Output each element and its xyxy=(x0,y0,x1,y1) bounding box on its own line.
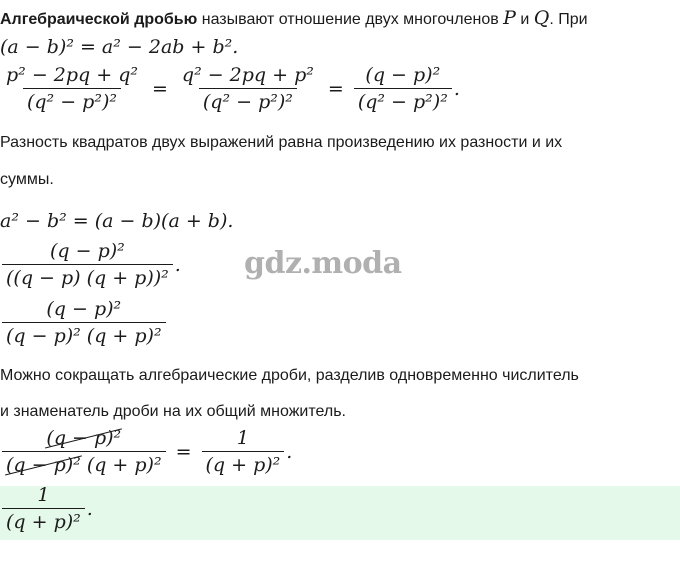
struck-factor: (q − p)² xyxy=(46,427,122,449)
fraction xyxy=(354,64,452,113)
numerator: 1 xyxy=(236,427,249,449)
var-p: P xyxy=(503,7,516,29)
equals-sign: = xyxy=(327,77,344,100)
denominator: ((q − p) (q + p))² xyxy=(2,264,173,289)
step2-equation xyxy=(0,240,181,289)
fraction xyxy=(2,240,173,289)
answer-highlight xyxy=(0,486,680,540)
fraction xyxy=(2,484,85,533)
fraction xyxy=(178,64,318,113)
numerator: (q − p)² xyxy=(50,240,125,262)
formula-diff-squares: a² − b² = (a − b)(a + b). xyxy=(0,210,234,232)
struck-factor: (q − p)² xyxy=(6,454,81,476)
formula-square: (a − b)² = a² − 2ab + b². xyxy=(0,36,239,58)
equals-sign: = xyxy=(151,77,168,100)
fraction xyxy=(2,298,166,347)
var-q: Q xyxy=(533,7,550,29)
paragraph-diff-squares-cont: суммы. xyxy=(0,171,54,188)
step3-equation xyxy=(0,298,168,347)
step4-equation xyxy=(0,427,292,476)
period: . xyxy=(86,497,93,520)
fraction xyxy=(2,427,166,476)
period: . xyxy=(453,77,460,100)
equals-sign: = xyxy=(175,440,192,463)
fraction xyxy=(202,427,285,476)
remaining-factor: (q + p)² xyxy=(80,454,162,476)
numerator: (q − p)² xyxy=(365,64,441,86)
denominator: (q² − p²)² xyxy=(23,88,121,113)
answer-equation xyxy=(0,484,93,533)
denominator: (q − p)² (q + p)² xyxy=(2,322,166,347)
denominator: (q² − p²)² xyxy=(354,88,452,113)
fraction xyxy=(2,64,142,113)
intro-line xyxy=(0,8,588,30)
numerator xyxy=(42,427,125,451)
term-bold: Алгебраической дробью xyxy=(0,11,198,28)
period: . xyxy=(174,253,181,276)
numerator: (q − p)² xyxy=(46,298,122,320)
paragraph-reduce: Можно сокращать алгебраические дроби, разделив одновременно числитель xyxy=(0,367,579,384)
intro-text: называют отношение двух многочленов xyxy=(197,11,504,28)
intro-tail: . При xyxy=(549,11,588,28)
denominator: (q + p)² xyxy=(202,451,285,476)
watermark-logo: gdz.moda xyxy=(244,246,402,281)
period: . xyxy=(286,440,293,463)
denominator xyxy=(2,451,166,476)
numerator: 1 xyxy=(37,484,50,506)
paragraph-reduce-cont: и знаменатель дроби на их общий множитель. xyxy=(0,403,346,420)
numerator: q² − 2pq + p² xyxy=(181,64,314,86)
paragraph-diff-squares: Разность квадратов двух выражений равна произведению их разности и их xyxy=(0,134,563,151)
step1-equation xyxy=(0,64,460,113)
denominator: (q² − p²)² xyxy=(199,88,297,113)
denominator: (q + p)² xyxy=(2,508,85,533)
numerator: p² − 2pq + q² xyxy=(6,64,138,86)
intro-and: и xyxy=(515,11,534,28)
